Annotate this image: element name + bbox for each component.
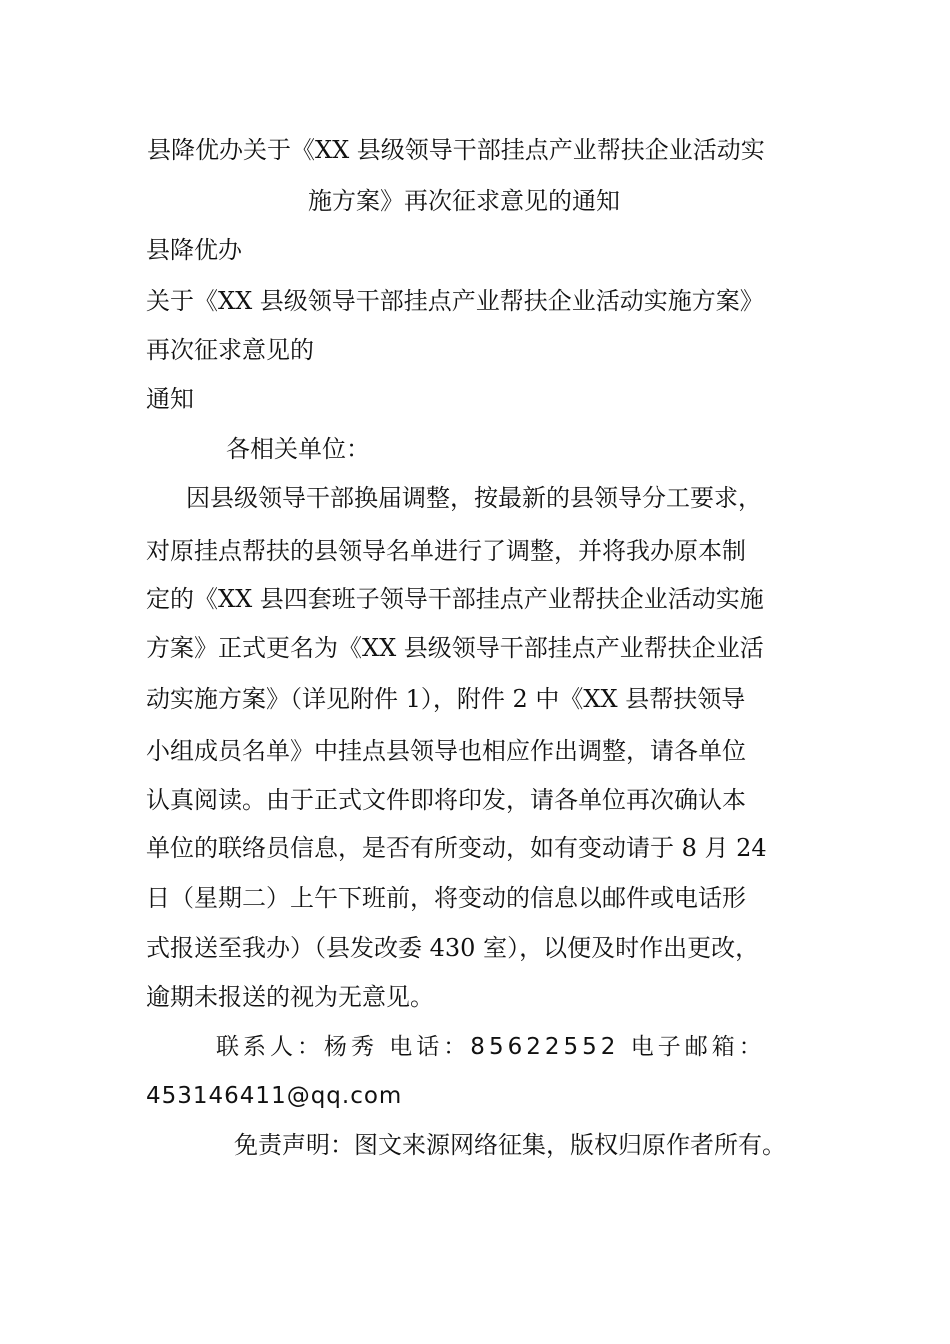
email-address: 453146411@qq.com: [146, 1083, 403, 1109]
body-line: 单位的联络员信息，是否有所变动，如有变动请于 8 月 24: [146, 834, 767, 862]
disclaimer: 免责声明：图文来源网络征集，版权归原作者所有。: [234, 1131, 786, 1159]
body-line: 认真阅读。由于正式文件即将印发，请各单位再次确认本: [146, 786, 746, 814]
body-line: 方案》正式更名为《XX 县级领导干部挂点产业帮扶企业活: [146, 634, 764, 662]
body-line: 因县级领导干部换届调整，按最新的县领导分工要求，: [186, 484, 762, 512]
body-line: 式报送至我办）（县发改委 430 室），以便及时作出更改，: [146, 934, 760, 962]
document-title-line-1: 县降优办关于《XX 县级领导干部挂点产业帮扶企业活动实: [147, 136, 765, 164]
salutation: 各相关单位：: [226, 435, 370, 463]
body-line: 小组成员名单》中挂点县领导也相应作出调整，请各单位: [146, 737, 746, 765]
document-title-line-2: 施方案》再次征求意见的通知: [308, 187, 620, 215]
body-line: 逾期未报送的视为无意见。: [146, 983, 434, 1011]
subtitle-line-3: 通知: [146, 385, 194, 413]
body-line: 动实施方案》（详见附件 1），附件 2 中《XX 县帮扶领导: [146, 685, 746, 713]
subtitle-line-1: 关于《XX 县级领导干部挂点产业帮扶企业活动实施方案》: [146, 287, 764, 315]
body-line: 对原挂点帮扶的县领导名单进行了调整，并将我办原本制: [146, 537, 746, 565]
body-line: 日（星期二）上午下班前，将变动的信息以邮件或电话形: [146, 884, 746, 912]
body-line: 定的《XX 县四套班子领导干部挂点产业帮扶企业活动实施: [146, 585, 764, 613]
contact-info: 联系人：杨秀 电话：85622552 电子邮箱：: [216, 1034, 766, 1060]
sender: 县降优办: [146, 236, 242, 264]
subtitle-line-2: 再次征求意见的: [146, 336, 314, 364]
